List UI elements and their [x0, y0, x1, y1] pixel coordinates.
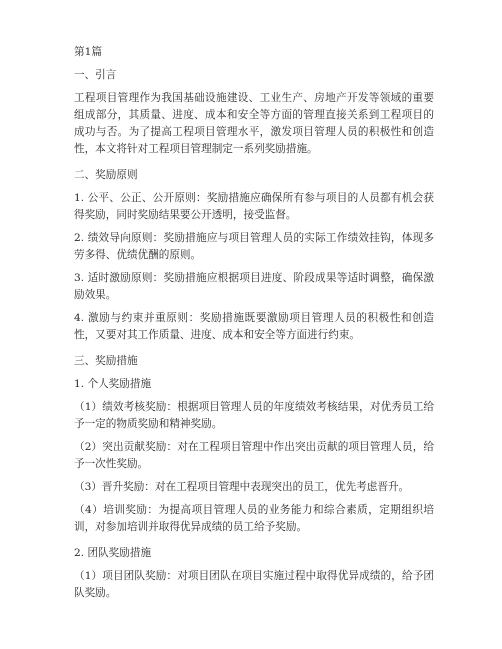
individual-measure-3: （3）晋升奖励：对在工程项目管理中表现突出的员工，优先考虑晋升。: [74, 481, 410, 493]
individual-measure-2: （2）突出贡献奖励：对在工程项目管理中作出突出贡献的项目管理人员，给予一次性奖励。: [74, 441, 434, 470]
principle-3: 3. 适时激励原则：奖励措施应根据项目进度、阶段成果等适时调整，确保激励效果。: [74, 272, 434, 301]
principle-2: 2. 绩效导向原则：奖励措施应与项目管理人员的实际工作绩效挂钩，体现多劳多得、优绩优酬的原则。: [74, 232, 434, 261]
principle-1: 1. 公平、公正、公开原则：奖励措施应确保所有参与项目的人员都有机会获得奖励，同时奖励结果要公开透明，接受监督。: [74, 192, 434, 221]
document-page: [74, 44, 434, 602]
principles-heading: 二、奖励原则: [74, 169, 138, 181]
individual-measure-4: （4）培训奖励：为提高项目管理人员的业务能力和综合素质，定期组织培训，对参加培训并取得优异成绩的员工给予奖励。: [74, 504, 434, 533]
intro-heading: 一、引言: [74, 69, 117, 81]
individual-measure-1: （1）绩效考核奖励：根据项目管理人员的年度绩效考核结果，对优秀员工给予一定的物质奖励和精神奖励。: [74, 401, 434, 430]
chapter-title: 第1篇: [74, 46, 102, 58]
principle-4: 4. 激励与约束并重原则：奖励措施既要激励项目管理人员的积极性和创造性，又要对其工作质量、进度、成本和安全等方面进行约束。: [74, 312, 434, 341]
measures-heading: 三、奖励措施: [74, 355, 138, 367]
team-measure-1: （1）项目团队奖励：对项目团队在项目实施过程中取得优异成绩的，给予团队奖励。: [74, 570, 434, 599]
individual-measures-heading: 1. 个人奖励措施: [74, 378, 152, 390]
intro-paragraph: 工程项目管理作为我国基础设施建设、工业生产、房地产开发等领域的重要组成部分，其质量、进度、成本和安全等方面的管理直接关系到工程项目的成功与否。为了提高工程项目管理水平，激发项目管理人员的积极性和创造性，本文将针对工程项目管理制定一系列奖励措施。: [74, 92, 434, 155]
team-measures-heading: 2. 团队奖励措施: [74, 547, 152, 559]
